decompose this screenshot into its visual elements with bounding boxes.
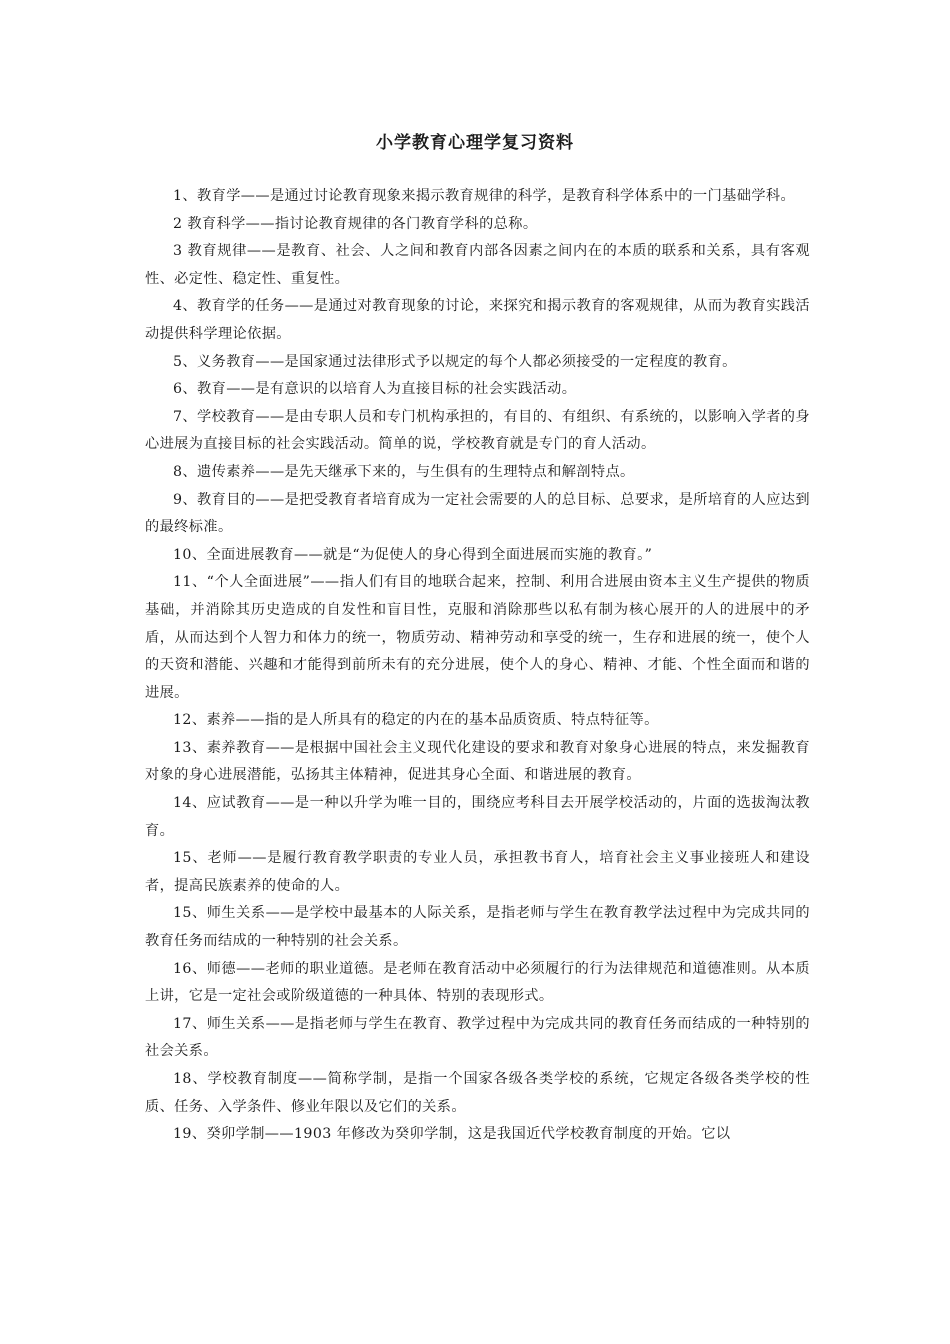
paragraph-17: 16、师德——老师的职业道德。是老师在教育活动中必须履行的行为法律规范和道德准则。从本质上讲，它是一定社会或阶级道德的一种具体、特别的表现形式。 [145,960,810,1005]
paragraph-6: 6、教育——是有意识的以培育人为直接目标的社会实践活动。 [173,381,577,398]
paragraph-5: 5、义务教育——是国家通过法律形式予以规定的每个人都必须接受的一定程度的教育。 [173,353,737,370]
paragraph-2: 2 教育科学——指讨论教育规律的各门教育学科的总称。 [173,215,538,232]
paragraph-13: 13、素养教育——是根据中国社会主义现代化建设的要求和教育对象身心进展的特点，来发掘教育对象的身心进展潜能，弘扬其主体精神，促进其身心全面、和谐进展的教育。 [145,739,810,784]
paragraph-12: 12、素养——指的是人所具有的稳定的内在的基本品质资质、特点特征等。 [173,712,659,729]
paragraph-11: 11、“个人全面进展”——指人们有目的地联合起来，控制、利用合进展由资本主义生产提供的物质基础，并消除其历史造成的自发性和盲目性，克服和消除那些以私有制为核心展开的人的进展中的矛盾，从而达到个人智力和体力的统一，物质劳动、精神劳动和享受的统一，生存和进展的统一，使个人的天资和潜能、兴趣和才能得到前所未有的充分进展，使个人的身心、精神、才能、个性全面而和谐的进展。 [145,574,810,701]
document-body [145,183,810,1149]
paragraph-1: 1、教育学——是通过讨论教育现象来揭示教育规律的科学，是教育科学体系中的一门基础学科。 [173,188,796,204]
paragraph-9: 9、教育目的——是把受教育者培育成为一定社会需要的人的总目标、总要求，是所培育的人应达到的最终标准。 [145,491,810,536]
paragraph-3: 3 教育规律——是教育、社会、人之间和教育内部各因素之间内在的本质的联系和关系，具有客观性、必定性、稳定性、重复性。 [145,243,810,287]
paragraph-7: 7、学校教育——是由专职人员和专门机构承担的，有目的、有组织、有系统的，以影响入学者的身心进展为直接目标的社会实践活动。简单的说，学校教育就是专门的育人活动。 [145,408,810,453]
paragraph-10: 10、全面进展教育——就是“为促使人的身心得到全面进展而实施的教育。” [173,546,653,563]
paragraph-16: 15、师生关系——是学校中最基本的人际关系，是指老师与学生在教育教学法过程中为完成共同的教育任务而结成的一种特别的社会关系。 [145,905,810,950]
paragraph-15: 15、老师——是履行教育教学职责的专业人员，承担教书育人，培育社会主义事业接班人和建设者，提高民族素养的使命的人。 [145,850,810,894]
paragraph-14: 14、应试教育——是一种以升学为唯一目的，围绕应考科目去开展学校活动的，片面的选拔淘汰教育。 [145,795,810,839]
paragraph-18: 17、师生关系——是指老师与学生在教育、教学过程中为完成共同的教育任务而结成的一种特别的社会关系。 [145,1015,810,1060]
paragraph-20: 19、癸卯学制——1903 年修改为癸卯学制，这是我国近代学校教育制度的开始。它以 [173,1126,731,1143]
paragraph-4: 4、教育学的任务——是通过对教育现象的讨论，来探究和揭示教育的客观规律，从而为教育实践活动提供科学理论依据。 [145,298,810,342]
paragraph-8: 8、遗传素养——是先天继承下来的，与生俱有的生理特点和解剖特点。 [173,463,635,480]
paragraph-19: 18、学校教育制度——简称学制，是指一个国家各级各类学校的系统，它规定各级各类学校的性质、任务、入学条件、修业年限以及它们的关系。 [145,1071,810,1115]
document-title: 小学教育心理学复习资料 [376,133,574,153]
